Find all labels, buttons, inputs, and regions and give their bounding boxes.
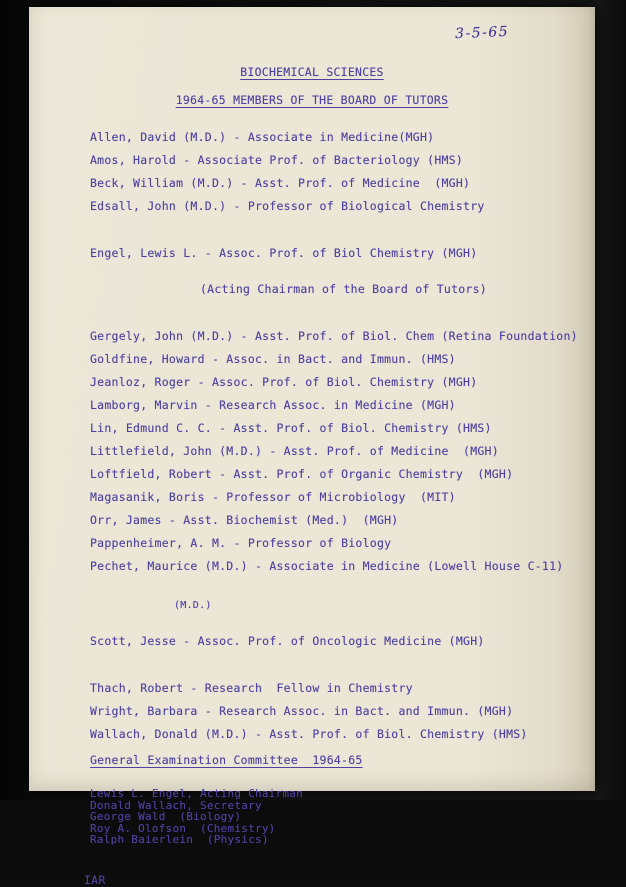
tutor-entry: Jeanloz, Roger - Assoc. Prof. of Biol. Chemistry (MGH) [90, 375, 478, 389]
committee-member: George Wald (Biology) [90, 810, 242, 823]
page-title: BIOCHEMICAL SCIENCES [240, 65, 384, 79]
tutor-entry [90, 223, 577, 319]
tutor-entry: Gergely, John (M.D.) - Asst. Prof. of Biol. Chem (Retina Foundation) [90, 329, 578, 343]
typist-initials: IAR [84, 872, 106, 887]
committee-member: Lewis L. Engel, Acting Chairman [90, 787, 304, 800]
tutor-entry: Amos, Harold - Associate Prof. of Bacteriology (HMS) [90, 153, 464, 167]
tutor-entry: Lin, Edmund C. C. - Asst. Prof. of Biol. Chemistry (HMS) [90, 421, 492, 435]
tutor-entry: Pechet, Maurice (M.D.) - Associate in Medicine (Lowell House C-11) [90, 559, 564, 573]
tutor-entry: Loftfield, Robert - Asst. Prof. of Organic Chemistry (MGH) [90, 467, 514, 481]
page-subtitle: 1964-65 MEMBERS OF THE BOARD OF TUTORS [175, 93, 449, 107]
tutor-entry-line: Scott, Jesse - Assoc. Prof. of Oncologic Medicine (MGH) [90, 634, 485, 648]
tutor-entry: Thach, Robert - Research Fellow in Chemistry [90, 681, 413, 695]
handwritten-date: 3-5-65 [454, 23, 510, 43]
tutor-entry: Pappenheimer, A. M. - Professor of Biology [90, 536, 392, 550]
tutor-entry: Orr, James - Asst. Biochemist (Med.) (MGH) [90, 513, 399, 527]
tutor-entry [90, 577, 577, 671]
committee-heading: General Examination Committee 1964-65 [90, 753, 363, 767]
tutor-entry: Goldfine, Howard - Assoc. in Bact. and Immun. (HMS) [90, 352, 456, 366]
tutor-entry: Edsall, John (M.D.) - Professor of Biological Chemistry [90, 199, 485, 213]
committee-member: Roy A. Olofson (Chemistry) [90, 821, 276, 835]
tutor-entry: Wright, Barbara - Research Assoc. in Bact. and Immun. (MGH) [90, 704, 514, 718]
tutor-entry: Beck, William (M.D.) - Asst. Prof. of Medicine (MGH) [90, 176, 471, 190]
committee-members-list [90, 788, 595, 846]
tutor-entry: Littlefield, John (M.D.) - Asst. Prof. of Medicine (MGH) [90, 444, 499, 458]
tutors-list [90, 131, 577, 740]
md-insertion: (M.D.) [174, 600, 212, 611]
acting-chairman-note: (Acting Chairman of the Board of Tutors) [200, 282, 487, 296]
tutor-entry: Lamborg, Marvin - Research Assoc. in Medicine (MGH) [90, 398, 456, 412]
typed-content [29, 7, 595, 887]
tutor-entry: Wallach, Donald (M.D.) - Asst. Prof. of Biol. Chemistry (HMS) [90, 727, 528, 741]
document-page [29, 7, 595, 887]
tutor-entry: Allen, David (M.D.) - Associate in Medicine(MGH) [90, 130, 435, 144]
committee-member: Donald Wallach, Secretary [90, 798, 262, 812]
committee-member: Ralph Baierlein (Physics) [90, 833, 269, 846]
tutor-entry-line: Engel, Lewis L. - Assoc. Prof. of Biol Chemistry (MGH) [90, 246, 478, 260]
tutor-entry: Magasanik, Boris - Professor of Microbiology (MIT) [90, 490, 456, 504]
